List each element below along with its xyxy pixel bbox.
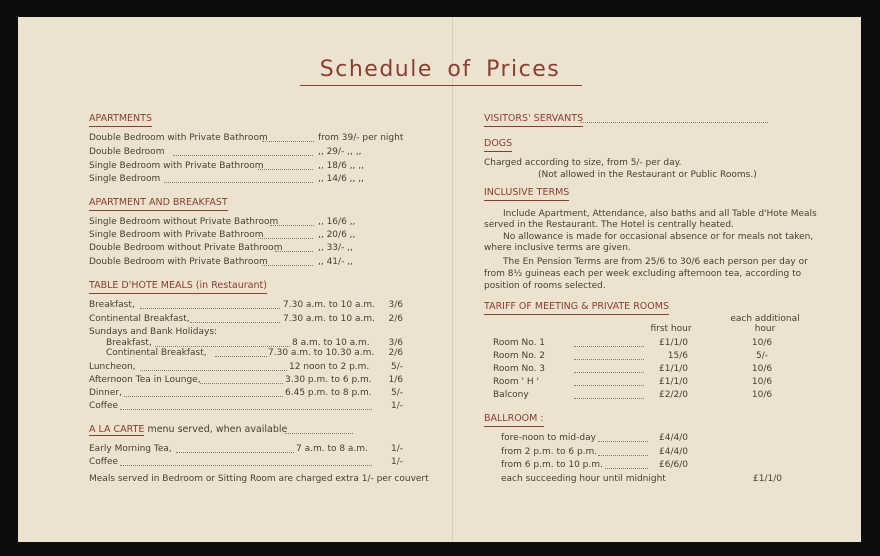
apartment-breakfast-price: ,, 20/6 ,, [318,230,356,240]
apartment-label: Single Bedroom [89,174,161,184]
a-la-carte-price: 1/- [390,457,403,467]
leader-dots [176,451,294,453]
sundays-label: Sundays and Bank Holidays: [89,327,218,337]
leader-dots [258,168,313,170]
tariff-first-hour: £1/1/0 [659,338,688,348]
apartment-price: ,, 14/6 ,, ,, [318,174,364,184]
tariff-room: Room No. 1 [493,338,546,348]
ballroom-price: £4/4/0 [659,433,688,443]
page-fold [452,17,453,542]
tariff-first-hour: 15/6 [667,351,688,361]
meal-price: 5/- [390,362,403,372]
leader-dots [262,140,314,142]
leader-dots [574,358,644,360]
ballroom-heading: BALLROOM : [484,413,544,427]
apartment-price: ,, 29/- ,, ,, [318,147,362,157]
apartment-breakfast-label: Double Bedroom without Private Bathroom [89,243,283,253]
tariff-room: Room No. 3 [493,364,546,374]
meal-time: 12 noon to 2 p.m. [289,362,370,372]
apartment-breakfast-price: ,, 33/- ,, [318,243,353,253]
apartment-label: Double Bedroom with Private Bathroom [89,133,268,143]
dogs-heading: DOGS [484,138,512,152]
meal-price: 3/6 [388,300,403,310]
inclusive-text: Include Apartment, Attendance, also baths and all Table d'Hote Meals [503,209,817,219]
leader-dots [215,355,267,357]
leader-dots [120,464,372,466]
tariff-heading: TARIFF OF MEETING & PRIVATE ROOMS [484,301,669,315]
a-la-carte-label: Early Morning Tea, [89,444,172,454]
a-la-carte-label: Coffee [89,457,119,467]
visitors-servants-heading: VISITORS' SERVANTS [484,113,583,127]
inclusive-terms-heading: INCLUSIVE TERMS [484,187,569,201]
meal-time: 8 a.m. to 10 a.m. [292,338,370,348]
ballroom-price: £4/4/0 [659,447,688,457]
apartments-heading: APARTMENTS [89,113,152,127]
title-underline [300,85,582,86]
apartment-label: Single Bedroom with Private Bathroom [89,161,264,171]
tariff-first-hour: £2/2/0 [659,390,688,400]
meal-time: 7.30 a.m. to 10 a.m. [283,300,375,310]
leader-dots [262,264,313,266]
meal-time: 6.45 p.m. to 8 p.m. [285,388,372,398]
inclusive-text: position of rooms selected. [484,281,606,291]
meal-time: 7.30 a.m. to 10 a.m. [283,314,375,324]
leader-dots [275,250,313,252]
meal-label: Continental Breakfast, [106,348,207,358]
tariff-col-additional: each additional [730,314,800,324]
apartment-breakfast-heading: APARTMENT AND BREAKFAST [89,197,228,211]
tariff-additional: 5/- [755,351,768,361]
leader-dots [270,224,314,226]
leader-dots [258,237,313,239]
meal-label: Continental Breakfast, [89,314,190,324]
tariff-col-first: first hour [650,324,692,334]
leader-dots [173,154,313,156]
a-la-carte-price: 1/- [390,444,403,454]
inclusive-text: No allowance is made for occasional absence or for meals not taken, [503,232,814,242]
leader-dots [190,321,280,323]
leader-dots [574,345,644,347]
meal-price: 2/6 [388,348,403,358]
tariff-first-hour: £1/1/0 [659,364,688,374]
inclusive-text: where inclusive terms are given. [484,243,631,253]
tariff-room: Room No. 2 [493,351,546,361]
ballroom-label: fore-noon to mid-day [501,433,596,443]
leader-dots [124,395,283,397]
meal-time: 3.30 p.m. to 6 p.m. [285,375,372,385]
tariff-additional: 10/6 [751,390,773,400]
apartment-breakfast-label: Single Bedroom without Private Bathroom [89,217,279,227]
apartment-label: Double Bedroom [89,147,165,157]
ballroom-succeeding-price: £1/1/0 [753,474,782,484]
meal-price: 5/- [390,388,403,398]
ballroom-price: £6/6/0 [659,460,688,470]
meal-price: 2/6 [388,314,403,324]
a-la-carte-subtitle: menu served, when available [147,424,288,435]
meal-label: Luncheon, [89,362,136,372]
meal-label: Afternoon Tea in Lounge, [89,375,201,385]
inclusive-text: The En Pension Terms are from 25/6 to 30/6 each person per day or [503,257,808,267]
tariff-additional: 10/6 [751,364,773,374]
inclusive-text: from 8½ guineas each per week excluding afternoon tea, according to [484,269,802,279]
apartment-price: from 39/- per night [318,133,404,143]
ballroom-label: from 2 p.m. to 6 p.m. [501,447,598,457]
leader-dots [140,307,280,309]
tariff-col-additional-hour: hour [754,324,776,334]
meal-label: Coffee [89,401,119,411]
leader-dots [140,369,287,371]
leader-dots [580,121,768,123]
meal-time: 7.30 a.m. to 10.30 a.m. [268,348,375,358]
inclusive-text: served in the Restaurant. The Hotel is centrally heated. [484,220,734,230]
couvert-note: Meals served in Bedroom or Sitting Room are charged extra 1/- per couvert [89,474,429,484]
apartment-breakfast-label: Single Bedroom with Private Bathroom [89,230,264,240]
meal-price: 1/6 [388,375,403,385]
tariff-first-hour: £1/1/0 [659,377,688,387]
meal-price: 1/- [390,401,403,411]
leader-dots [200,382,283,384]
meal-label: Breakfast, [89,300,135,310]
page-title: Schedule of Prices [319,57,561,82]
a-la-carte-time: 7 a.m. to 8 a.m. [296,444,368,454]
leader-dots [164,181,313,183]
table-dhote-heading: TABLE D'HOTE MEALS (in Restaurant) [89,280,267,294]
a-la-carte-heading [89,424,287,437]
leader-dots [574,371,644,373]
dogs-note: (Not allowed in the Restaurant or Public Rooms.) [538,170,757,180]
meal-label: Dinner, [89,388,122,398]
ballroom-succeeding-label: each succeeding hour until midnight [501,474,666,484]
apartment-breakfast-price: ,, 41/- ,, [318,257,353,267]
tariff-additional: 10/6 [751,338,773,348]
leader-dots [120,408,372,410]
apartment-price: ,, 18/6 ,, ,, [318,161,364,171]
a-la-carte-title: A LA CARTE [89,424,145,435]
leader-dots [574,384,644,386]
ballroom-label: from 6 p.m. to 10 p.m. [501,460,603,470]
meal-label: Breakfast, [106,338,152,348]
apartment-breakfast-label: Double Bedroom with Private Bathroom [89,257,268,267]
tariff-room: Balcony [493,390,529,400]
tariff-room: Room ' H ' [493,377,539,387]
dogs-line: Charged according to size, from 5/- per day. [484,158,682,168]
meal-price: 3/6 [388,338,403,348]
tariff-additional: 10/6 [751,377,773,387]
leader-dots [574,397,644,399]
apartment-breakfast-price: ,, 16/6 ,, [318,217,356,227]
leader-dots [285,432,353,434]
